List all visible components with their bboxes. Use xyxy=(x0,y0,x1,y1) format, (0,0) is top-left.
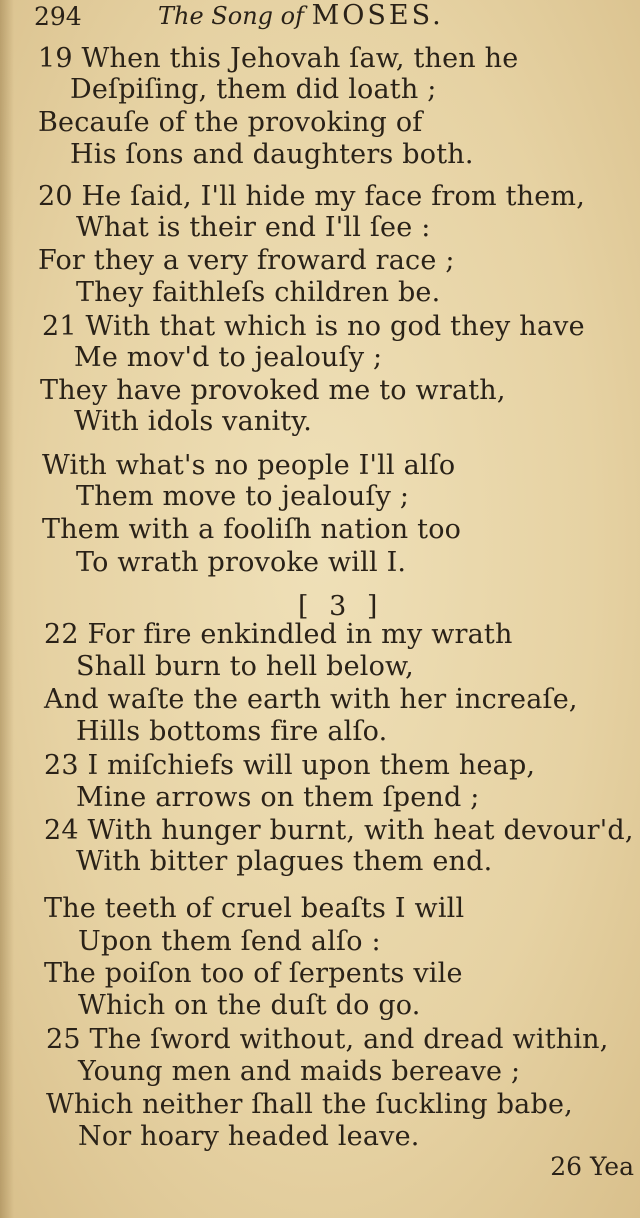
verse-line: 19 When this Jehovah ſaw, then he xyxy=(38,43,519,74)
verse-line: To wrath provoke will I. xyxy=(76,547,407,578)
verse-line: His ſons and daughters both. xyxy=(70,139,474,170)
running-title xyxy=(158,0,444,31)
verse-line: The poiſon too of ſerpents vile xyxy=(44,958,463,989)
verse-line: Deſpiſing, them did loath ; xyxy=(70,74,437,105)
catchword: 26 Yea xyxy=(550,1152,634,1181)
verse-line: Becauſe of the provoking of xyxy=(38,107,423,138)
verse-line: Me mov'd to jealouſy ; xyxy=(74,342,383,373)
running-head xyxy=(34,0,634,40)
verse-line: With idols vanity. xyxy=(74,406,313,437)
verse-line: 22 For fire enkindled in my wrath xyxy=(44,619,513,650)
verse-line: With bitter plagues them end. xyxy=(76,846,493,877)
page-number: 294 xyxy=(34,2,82,31)
verse-line: Which neither ſhall the ſuckling babe, xyxy=(46,1089,573,1120)
verse-line: What is their end I'll ſee : xyxy=(76,212,431,243)
verse-line: The teeth of cruel beaſts I will xyxy=(44,893,465,924)
section-mark: [ 3 ] xyxy=(298,591,384,622)
verse-line: 24 With hunger burnt, with heat devour'd, xyxy=(44,815,634,846)
verse-line: Shall burn to hell below, xyxy=(76,651,414,682)
verse-line: Them move to jealouſy ; xyxy=(76,481,410,512)
verse-line: They faithleſs children be. xyxy=(76,277,441,308)
verse-line: Upon them ſend alſo : xyxy=(78,926,381,957)
verse-line: Them with a fooliſh nation too xyxy=(42,514,462,545)
verse-line: Nor hoary headed leave. xyxy=(78,1121,420,1152)
verse-line: For they a very froward race ; xyxy=(38,245,455,276)
verse-line: 20 He ſaid, I'll hide my face from them, xyxy=(38,181,585,212)
verse-line: Hills bottoms fire alſo. xyxy=(76,716,388,747)
running-title-caps: MOSES. xyxy=(311,0,444,31)
verse-line: They have provoked me to wrath, xyxy=(40,375,506,406)
verse-line: 23 I miſchiefs will upon them heap, xyxy=(44,750,536,781)
verse-line: Which on the duſt do go. xyxy=(78,990,421,1021)
running-title-italic: The Song of xyxy=(158,2,304,30)
verse-line: 21 With that which is no god they have xyxy=(42,311,585,342)
verse-line: With what's no people I'll alſo xyxy=(42,450,456,481)
verse-line: And waſte the earth with her increaſe, xyxy=(44,684,578,715)
page-edge-shadow xyxy=(0,0,14,1218)
verse-line: Young men and maids bereave ; xyxy=(78,1056,521,1087)
verse-line: Mine arrows on them ſpend ; xyxy=(76,782,480,813)
verse-line: 25 The ſword without, and dread within, xyxy=(46,1024,609,1055)
